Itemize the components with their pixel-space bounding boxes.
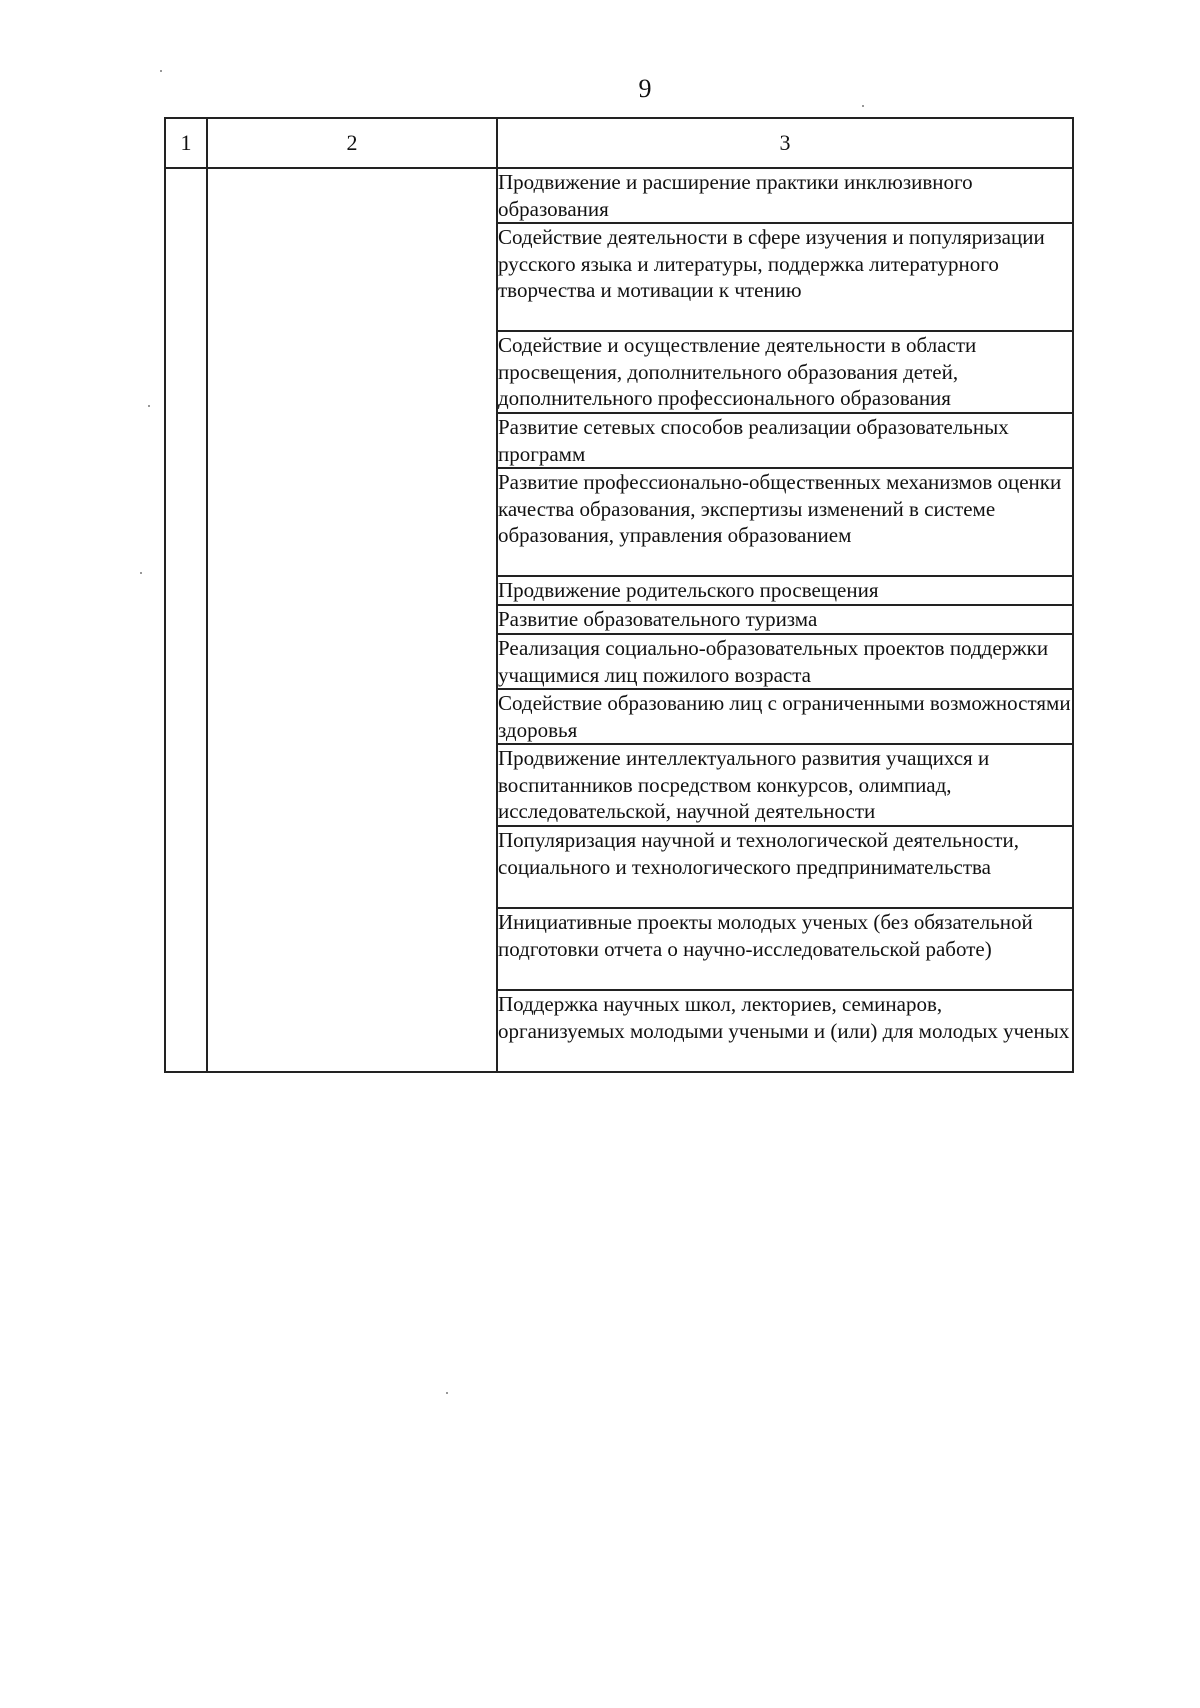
table-cell: Содействие образованию лиц с ограниченными возможностями здоровья [497,689,1073,744]
table-cell: Популяризация научной и технологической деятельности, социального и технологического предпринимательства [497,826,1073,908]
scan-speck [862,105,864,107]
table-cell: Поддержка научных школ, лекториев, семинаров, организуемых молодыми учеными и (или) для молодых ученых [497,990,1073,1072]
table-cell: Содействие деятельности в сфере изучения и популяризации русского языка и литературы, поддержка литературного творчества и мотивации к чтению [497,223,1073,331]
table-cell: Продвижение родительского просвещения [497,576,1073,605]
table-cell: Продвижение интеллектуального развития учащихся и воспитанников посредством конкурсов, олимпиад, исследовательской, научной деятельности [497,744,1073,826]
document-table [164,117,1074,1073]
table-cell: Содействие и осуществление деятельности в области просвещения, дополнительного образования детей, дополнительного профессионального образования [497,331,1073,413]
scan-speck [148,405,150,407]
table-cell: Развитие образовательного туризма [497,605,1073,634]
column-1-cell [165,168,207,1072]
scan-speck [160,70,162,72]
scan-speck [446,1392,448,1394]
table-cell: Развитие профессионально-общественных механизмов оценки качества образования, экспертизы изменений в системе образования, управления образованием [497,468,1073,576]
scan-speck [140,572,142,574]
table-cell: Развитие сетевых способов реализации образовательных программ [497,413,1073,468]
table-header-row [165,118,1073,168]
page-number: 9 [638,74,652,103]
table-row [165,168,1073,223]
table-cell: Реализация социально-образовательных проектов поддержки учащимися лиц пожилого возраста [497,634,1073,689]
table-cell: Продвижение и расширение практики инклюзивного образования [497,168,1073,223]
table-cell: Инициативные проекты молодых ученых (без обязательной подготовки отчета о научно-исследовательской работе) [497,908,1073,990]
column-2-cell [207,168,497,1072]
column-header-1: 1 [165,118,207,168]
column-header-3: 3 [497,118,1073,168]
column-header-2: 2 [207,118,497,168]
